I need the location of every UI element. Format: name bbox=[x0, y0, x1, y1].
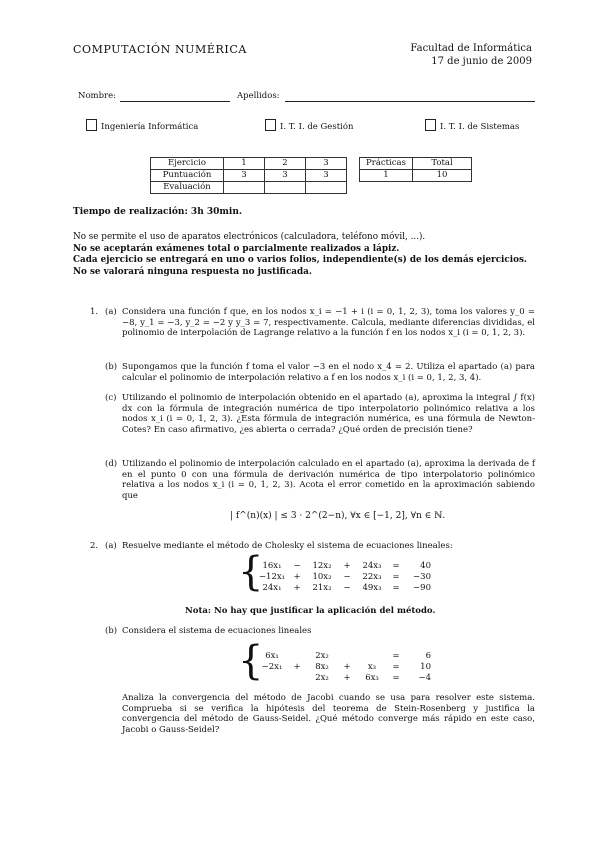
ex1c-label: (c) bbox=[105, 393, 117, 403]
ex1b-text: Supongamos que la función f toma el valor −3 en el nodo x_4 = 2. Utiliza el apartado (a) para calcular el polinomio de interpolación relativo a f en los nodos x_i (i = 0, 1, 2, 3, 4). bbox=[122, 362, 535, 383]
equation-term: −2x₁ bbox=[261, 662, 283, 672]
option-sistemas[interactable] bbox=[425, 119, 519, 133]
equation-term: 6x₃ bbox=[365, 673, 379, 683]
equation-row bbox=[255, 572, 431, 583]
equation-term: − bbox=[343, 583, 351, 593]
checkbox[interactable] bbox=[425, 119, 436, 131]
equation-term: = bbox=[392, 673, 400, 683]
equation-term bbox=[289, 651, 305, 662]
surname-field[interactable] bbox=[285, 101, 535, 102]
option-gestion[interactable] bbox=[265, 119, 353, 133]
equation-term: x₃ bbox=[367, 662, 377, 672]
ex2-number: 2. bbox=[90, 541, 99, 551]
brace: { bbox=[238, 549, 264, 595]
equation-term: 10 bbox=[420, 662, 431, 672]
rule: No se valorará ninguna respuesta no justificada. bbox=[73, 267, 312, 278]
ex2b-analysis: Analiza la convergencia del método de Jacobi cuando se usa para resolver este sistema. Comprueba si se verifica la hipótesis del teorema de Stein-Rosenberg y justifica la convergencia del método de Gauss-Seidel. ¿Qué método converge más rápido en este caso, Jacobi o Gauss-Seidel? bbox=[122, 693, 535, 735]
cell: 2 bbox=[265, 158, 306, 170]
equation-term: 2x₂ bbox=[315, 673, 329, 683]
equation-term: 16x₁ bbox=[262, 561, 282, 571]
option-ingenieria[interactable] bbox=[86, 119, 198, 133]
equation-term: 22x₃ bbox=[362, 572, 382, 582]
equation-row bbox=[255, 673, 431, 684]
cell: 10 bbox=[413, 170, 472, 182]
equation-row bbox=[255, 561, 431, 572]
equation-term: 49x₃ bbox=[362, 583, 382, 593]
equation-term: = bbox=[392, 583, 400, 593]
cell[interactable] bbox=[306, 182, 347, 194]
cell: 3 bbox=[265, 170, 306, 182]
equation-term: = bbox=[392, 561, 400, 571]
equation-term: 2x₂ bbox=[315, 651, 329, 661]
cell: 1 bbox=[224, 158, 265, 170]
exam-time: Tiempo de realización: 3h 30min. bbox=[73, 207, 243, 217]
equation-term bbox=[289, 673, 305, 684]
cell: 3 bbox=[224, 170, 265, 182]
equation-row bbox=[255, 651, 431, 662]
system-1 bbox=[255, 561, 431, 594]
option-label: I. T. I. de Gestión bbox=[280, 122, 354, 132]
brace: { bbox=[238, 638, 264, 684]
cell[interactable] bbox=[224, 182, 265, 194]
surname-label: Apellidos: bbox=[237, 91, 280, 101]
cell: Prácticas bbox=[360, 158, 413, 170]
row-label: Puntuación bbox=[151, 170, 224, 182]
rule: No se permite el uso de aparatos electrónicos (calculadora, teléfono móvil, ...). bbox=[73, 232, 426, 242]
grades-table bbox=[150, 157, 472, 194]
equation-term: + bbox=[343, 561, 351, 571]
ex1-number: 1. bbox=[90, 307, 99, 317]
equation-term: + bbox=[343, 673, 351, 683]
ex2a-label: (a) bbox=[105, 541, 117, 551]
spacer bbox=[413, 182, 472, 194]
equation-term bbox=[255, 673, 289, 684]
ex2b-text: Considera el sistema de ecuaciones lineales bbox=[122, 626, 312, 636]
ex1d-label: (d) bbox=[105, 459, 118, 469]
spacer bbox=[347, 182, 360, 194]
row-label: Ejercicio bbox=[151, 158, 224, 170]
equation-term bbox=[339, 651, 355, 662]
option-label: I. T. I. de Sistemas bbox=[440, 122, 520, 132]
name-field[interactable] bbox=[120, 101, 230, 102]
equation-term: + bbox=[293, 662, 301, 672]
equation-term: 24x₁ bbox=[262, 583, 282, 593]
cell: 3 bbox=[306, 158, 347, 170]
equation-term: + bbox=[343, 662, 351, 672]
equation-term: 21x₂ bbox=[312, 583, 332, 593]
equation-term: 12x₂ bbox=[312, 561, 332, 571]
rule: Cada ejercicio se entregará en uno o varios folios, independiente(s) de los demás ejercicios. bbox=[73, 255, 527, 266]
equation-term: = bbox=[392, 662, 400, 672]
cell[interactable] bbox=[265, 182, 306, 194]
checkbox[interactable] bbox=[86, 119, 97, 131]
equation-term: 6 bbox=[425, 651, 431, 661]
equation-term: 24x₃ bbox=[362, 561, 382, 571]
equation-term: − bbox=[293, 561, 301, 571]
spacer bbox=[347, 158, 360, 170]
equation-term: − bbox=[343, 572, 351, 582]
option-label: Ingeniería Informática bbox=[101, 122, 199, 132]
note-text: Nota: No hay que justificar la aplicación del método. bbox=[185, 606, 436, 616]
equation-term: = bbox=[392, 572, 400, 582]
equation-term: 40 bbox=[420, 561, 431, 571]
ex1d-text: Utilizando el polinomio de interpolación calculado en el apartado (a), aproxima la derivada de f en el punto 0 con una fórmula de derivación numérica de tipo interpolatorio polinómico relativa a los nodos x_i (i = 0, 1, 2, 3). Acota el error cometido en la aproximación sabiendo que bbox=[122, 459, 535, 501]
name-label: Nombre: bbox=[78, 91, 117, 101]
ex1a-text: Considera una función f que, en los nodos x_i = −1 + i (i = 0, 1, 2, 3), toma los valores y_0 = −8, y_1 = −3, y_2 = −2 y y_3 = 7, respectivamente. Calcula, mediante diferencias divididas, el polinomio de interpolación de Lagrange relativo a la función f en los nodos x_i (i = 0, 1, 2, 3). bbox=[122, 307, 535, 339]
cell: 3 bbox=[306, 170, 347, 182]
equation-term: −90 bbox=[413, 583, 431, 593]
equation-term: 6x₁ bbox=[265, 651, 279, 661]
cell: Total bbox=[413, 158, 472, 170]
system-2 bbox=[255, 651, 431, 684]
faculty-date bbox=[392, 43, 532, 68]
ex1a-label: (a) bbox=[105, 307, 117, 317]
equation-term: + bbox=[293, 572, 301, 582]
equation-row bbox=[255, 662, 431, 673]
equation-term bbox=[355, 651, 389, 662]
cell: 1 bbox=[360, 170, 413, 182]
ex2-note bbox=[185, 606, 435, 617]
equation-term: 10x₂ bbox=[312, 572, 332, 582]
rules bbox=[73, 232, 535, 279]
equation-term: 8x₂ bbox=[315, 662, 329, 672]
exam-date: 17 de junio de 2009 bbox=[431, 55, 532, 67]
equation-term: −30 bbox=[413, 572, 431, 582]
rule: No se aceptarán exámenes total o parcialmente realizados a lápiz. bbox=[73, 243, 400, 254]
equation-term: −4 bbox=[418, 673, 431, 683]
equation-term: + bbox=[293, 583, 301, 593]
checkbox[interactable] bbox=[265, 119, 276, 131]
spacer bbox=[347, 170, 360, 182]
ex1c-text: Utilizando el polinomio de interpolación obtenido en el apartado (a), aproxima la integral ∫ f(x) dx con la fórmula de integración numérica de tipo interpolatorio polinómico relativa a los nodos x_i (i = 0, 1, 2, 3). ¿Esta fórmula de integración numérica, es una fórmula de Newton-Cotes? En caso afirmativo, ¿es abierta o cerrada? ¿Qué orden de precisión tiene? bbox=[122, 393, 535, 435]
ex2b-label: (b) bbox=[105, 626, 118, 636]
equation-term: −12x₁ bbox=[258, 572, 286, 582]
faculty: Facultad de Informática bbox=[410, 43, 532, 54]
row-label: Evaluación bbox=[151, 182, 224, 194]
equation-row bbox=[255, 583, 431, 594]
ex1b-label: (b) bbox=[105, 362, 118, 372]
spacer bbox=[360, 182, 413, 194]
ex2a-text: Resuelve mediante el método de Cholesky el sistema de ecuaciones lineales: bbox=[122, 541, 453, 551]
equation-term: = bbox=[392, 651, 400, 661]
derivative-bound: | f^(n)(x) | ≤ 3 · 2^(2−n), ∀x ∈ [−1, 2], ∀n ∈ ℕ. bbox=[230, 511, 446, 521]
course-title: COMPUTACIÓN NUMÉRICA bbox=[73, 43, 247, 56]
